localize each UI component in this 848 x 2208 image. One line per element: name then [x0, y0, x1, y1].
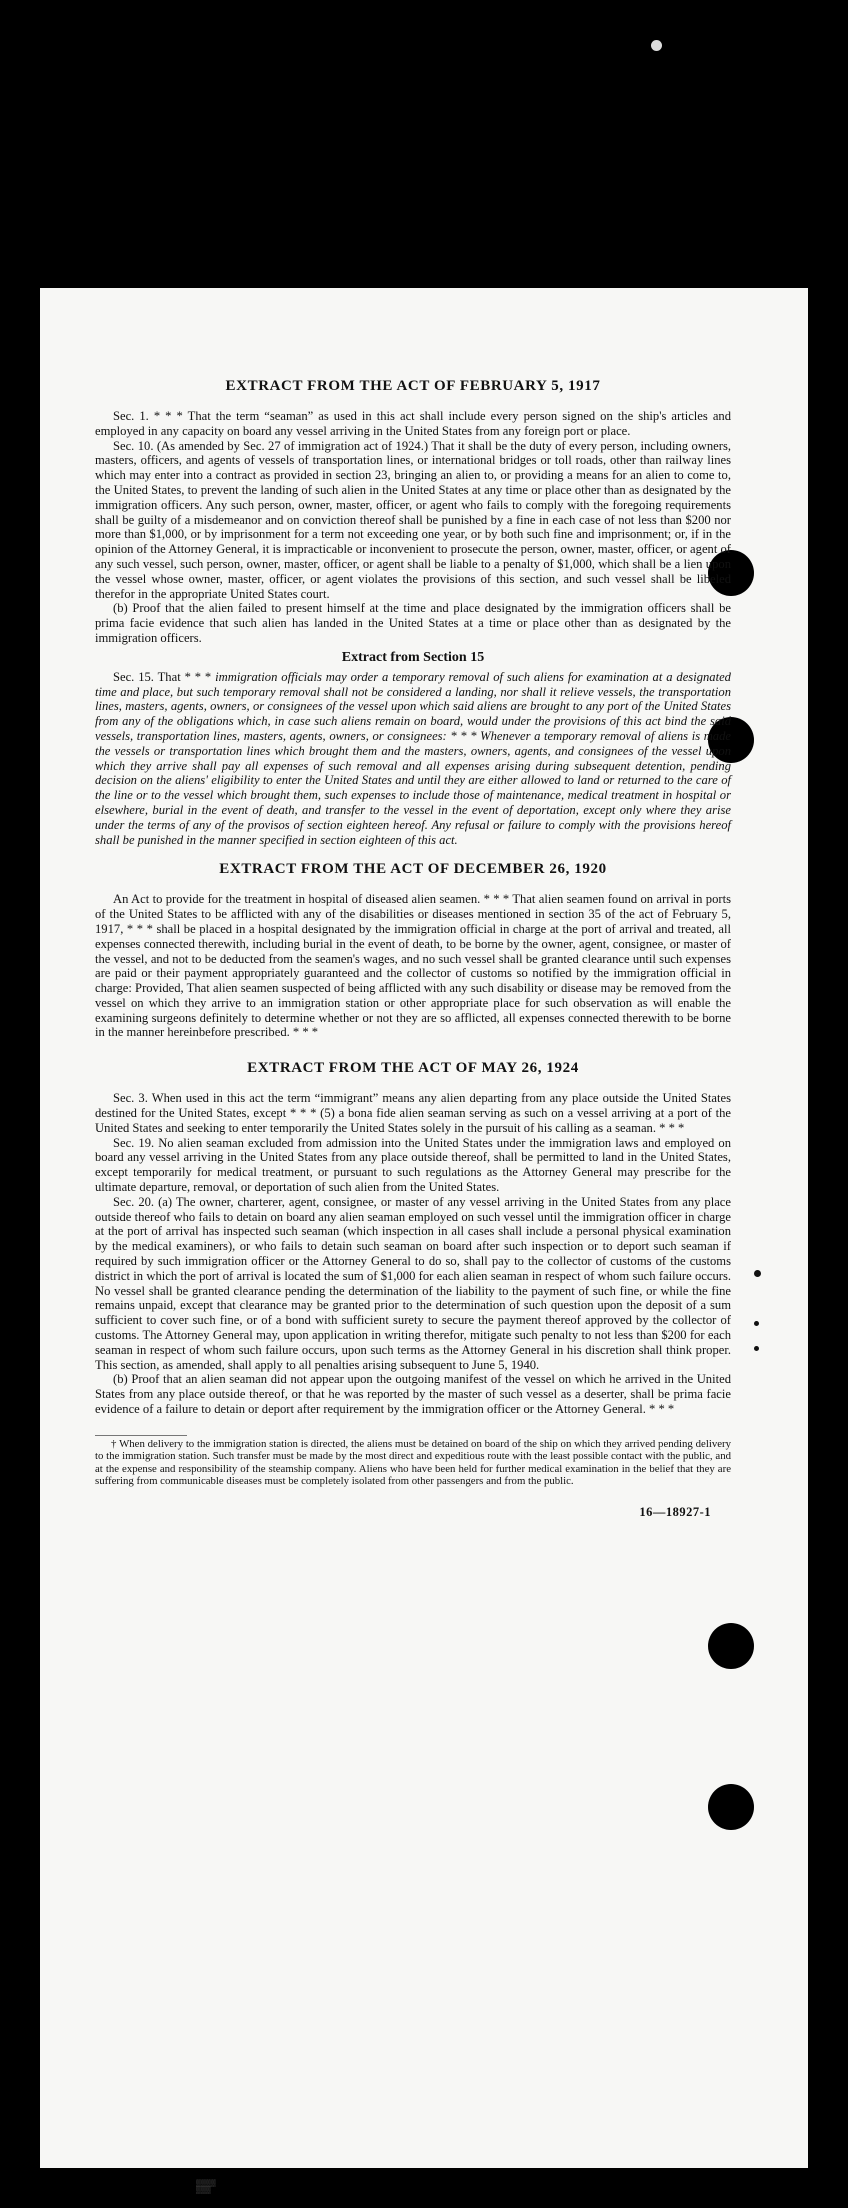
- form-code: 16—18927-1: [639, 1505, 711, 1520]
- punch-hole-3: [708, 1623, 754, 1669]
- section-20a-paragraph: Sec. 20. (a) The owner, charterer, agent, consignee, or master of any vessel arriving in the United States from any place outside thereof who fails to detain on board any alien seaman employed on such vessel until the immigration officer in charge at the port of arrival has inspected such seaman (which inspection in all cases shall include a personal physical examination by the medical examiners), or who fails to detain such seaman on board after such inspection or to deport such seaman if required by such immigration officer or the Attorney General to do so, shall pay to the collector of customs of the customs district in which the port of arrival is located the sum of $1,000 for each alien seaman in respect of whom such failure occurs. No vessel shall be granted clearance pending the determination of the liability to the payment of such fine, or while the fine remains unpaid, except that clearance may be granted prior to the determination of such question upon the deposit of a sum sufficient to cover such fine, or of a bond with sufficient surety to secure the payment thereof approved by the collector of customs. The Attorney General may, upon application in writing therefor, mitigate such penalty to not less than $200 for each seaman in respect of whom such failure occurs, upon such terms as the Attorney General in his discretion shall think proper. This section, as amended, shall apply to all penalties arising subsequent to June 5, 1940.: [95, 1194, 731, 1372]
- heading-act-1924: EXTRACT FROM THE ACT OF MAY 26, 1924: [247, 1060, 579, 1077]
- heading-act-1920: EXTRACT FROM THE ACT OF DECEMBER 26, 1920: [219, 861, 607, 878]
- footnote: † When delivery to the immigration station is directed, the aliens must be detained on board of the ship on which they arrived pending delivery to the immigration station. Such transfer must be made by the most direct and expeditious route with the least possible contact with the public, and at the expense and responsibility of the steamship company. Aliens who have been held for further medical examination in the belief that they are suffering from communicable diseases must be completely isolated from other passengers and from the public.: [95, 1437, 731, 1488]
- section-3-paragraph: Sec. 3. When used in this act the term “immigrant” means any alien departing from any place outside the United States destined for the United States, except * * * (5) a bona fide alien seaman serving as such on a vessel arriving at a port of the United States and seeking to enter temporarily the United States solely in the pursuit of his calling as a seaman. * * *: [95, 1091, 731, 1135]
- section-15-paragraph: [95, 670, 731, 848]
- punch-hole-4: [708, 1784, 754, 1830]
- margin-mark-1: [754, 1270, 761, 1277]
- margin-mark-2: [754, 1321, 759, 1326]
- heading-act-1917: EXTRACT FROM THE ACT OF FEBRUARY 5, 1917: [225, 378, 601, 394]
- section-20b-paragraph: (b) Proof that an alien seaman did not appear upon the outgoing manifest of the vessel on which he arrived in the United States from any place outside thereof, or that he was reported by the master of such vessel as a deserter, shall be prima facie evidence of a failure to detain or deport after requirement by the immigration officer or the Attorney General. * * *: [95, 1372, 731, 1417]
- act-1920-paragraph: An Act to provide for the treatment in hospital of diseased alien seamen. * * * That alien seamen found on arrival in ports of the United States to be afflicted with any of the disabilities or diseases mentioned in section 35 of the act of February 5, 1917, * * * shall be placed in a hospital designated by the immigration official in charge at the port of arrival and treated, all expenses connected therewith, including burial in the event of death, to be borne by the owner, agent, consignee, or master of the vessel, and not to be deducted from the seamen's wages, and no such vessel shall be granted clearance until such expenses are paid or their payment appropriately guaranteed and the collector of customs so notified by the immigration official in charge: Provided, That alien seamen suspected of being afflicted with any such disability or disease may be removed from the vessel on which they arrive to an immigration station or other appropriate place for such observation as will enable the examining surgeons definitely to determine whether or not they are so afflicted, all expenses connected therewith to be borne in the manner hereinbefore prescribed. * * *: [95, 892, 731, 1040]
- section-10-paragraph: Sec. 10. (As amended by Sec. 27 of immigration act of 1924.) That it shall be the duty of every person, including owners, masters, officers, and agents of vessels of transportation lines, or international bridges or toll roads, other than railway lines which may enter into a contract as provided in section 23, bringing an alien to, or providing a means for an alien to come to, the United States, to prevent the landing of such alien in the United States at any time or place other than as designated by the immigration officers. Any such person, owner, master, officer, or agent who fails to comply with the foregoing requirements shall be guilty of a misdemeanor and on conviction thereof shall be punished by a fine in each case of not less than $200 nor more than $1,000, or by imprisonment for a term not exceeding one year, or by both such fine and imprisonment; or, if in the opinion of the Attorney General, it is impracticable or inconvenient to prosecute the person, owner, master, officer, or agent of any such vessel, such person, owner, master, officer, or agent shall be liable to a penalty of $1,000, which shall be a lien upon the vessel whose owner, master, officer, or agent violates the provisions of this section, and such vessel shall be libeled therefor in the appropriate United States court.: [95, 438, 731, 601]
- section-15-lead: Sec. 15. That * * *: [113, 669, 212, 684]
- document-text: [95, 378, 731, 1520]
- section-1-paragraph: Sec. 1. * * * That the term “seaman” as used in this act shall include every person signed on the ship's articles and employed in any capacity on board any vessel arriving in the United States from any foreign port or place.: [95, 409, 731, 438]
- margin-mark-3: [754, 1346, 759, 1351]
- section-15-italic-text: immigration officials may order a temporary removal of such aliens for examination at a designated time and place, but such temporary removal shall not be considered a landing, nor shall it relieve vessels, the transportation lines, masters, agents, owners, or consignees of the vessel upon which said aliens are brought to any port of the United States from any of the obligations which, in case such aliens remain on board, would under the provisions of this act bind the said vessels, transportation lines, masters, agents, owners, or consignees: * * * Whenever a temporary removal of aliens is made the vessels or transportation lines which brought them and the masters, owners, agents, and consignees of the vessel upon which they arrive shall pay all expenses of such removal and all expenses arising during subsequent detention, pending decision on the aliens' eligibility to enter the United States and until they are either allowed to land or returned to the care of the line or to the vessel which brought them, such expenses to include those of maintenance, medical treatment in hospital or elsewhere, burial in the event of death, and transfer to the vessel in the event of deportation, except only where they arise under the terms of any of the provisos of section eighteen hereof. Any refusal or failure to comply with the provisions hereof shall be punished in the manner specified in section eighteen of this act.: [95, 669, 731, 847]
- section-10b-paragraph: (b) Proof that the alien failed to present himself at the time and place designated by the immigration officers shall be prima facie evidence that such alien has landed in the United States at a time or place other than as designated by the immigration officers.: [95, 601, 731, 645]
- archive-stamp: ▒▒▒▒ ▒▒▒: [196, 2179, 216, 2194]
- section-19-paragraph: Sec. 19. No alien seaman excluded from admission into the United States under the immigration laws and employed on board any vessel arriving in the United States from any place outside thereof, shall be permitted to land in the United States, except temporarily for medical treatment, or pursuant to such regulations as the Attorney General may prescribe for the ultimate departure, removal, or deportation of such alien from the United States.: [95, 1135, 731, 1195]
- heading-section-15: Extract from Section 15: [341, 649, 485, 665]
- footnote-rule: [95, 1435, 187, 1436]
- dust-speck: [651, 40, 662, 51]
